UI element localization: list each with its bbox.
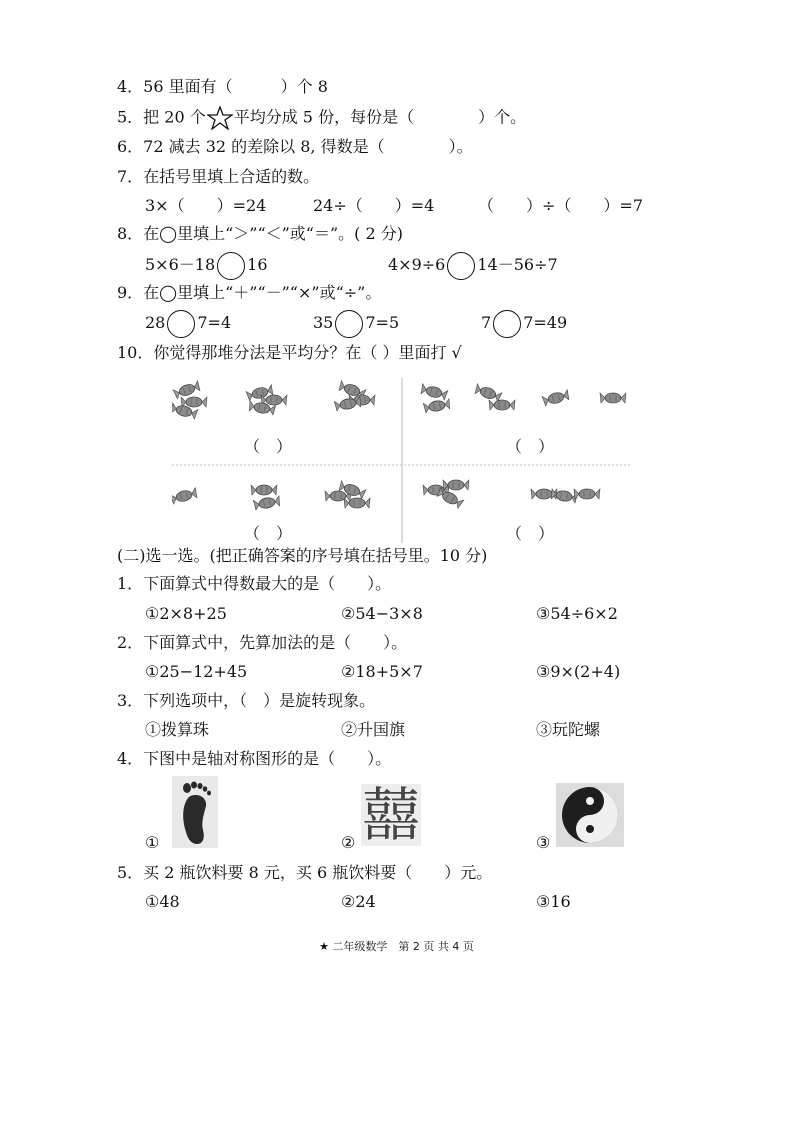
choice-2-option-b: ②18+5×7 xyxy=(341,662,423,681)
question-8-b-right: 14－56÷7 xyxy=(477,255,558,274)
candy-group xyxy=(423,480,469,509)
question-6: 6．72 减去 32 的差除以 8, 得数是（ ）。 xyxy=(117,137,473,156)
candy-group xyxy=(172,488,198,504)
candy-group xyxy=(531,489,600,503)
section-2-heading: (二)选一选。(把正确答案的序号填在括号里。10 分) xyxy=(117,546,488,565)
answer-paren[interactable]: （ ） xyxy=(244,524,293,543)
footprint-icon xyxy=(172,776,218,848)
answer-circle[interactable] xyxy=(217,252,245,280)
page-footer: ★ 二年级数学 第 2 页 共 4 页 xyxy=(319,940,474,953)
question-9-b-left: 35 xyxy=(313,313,334,332)
question-8-item-b xyxy=(388,250,558,280)
choice-3-option-a: ①拨算珠 xyxy=(145,720,210,739)
choice-question-4: 4．下图中是轴对称图形的是（ ）。 xyxy=(117,749,392,768)
answer-paren[interactable]: （ ） xyxy=(506,524,555,543)
choice-2-option-a: ①25−12+45 xyxy=(145,662,248,681)
question-9: 9．在◯里填上“＋”“－”“×”或“÷”。 xyxy=(117,283,382,302)
choice-2-option-c: ③9×(2+4) xyxy=(536,662,621,681)
question-7-item-c: （ ）÷（ ）=7 xyxy=(478,196,643,215)
question-7: 7．在括号里填上合适的数。 xyxy=(117,167,320,186)
question-9-item-c xyxy=(481,308,567,338)
candy-group xyxy=(474,384,515,410)
candy-group xyxy=(172,381,207,419)
choice-5-option-b: ②24 xyxy=(341,892,376,911)
candy-group xyxy=(600,393,626,403)
question-9-c-left: 7 xyxy=(481,313,492,332)
question-5 xyxy=(117,106,526,130)
question-5-part2: 平均分成 5 份，每份是（ ）个。 xyxy=(233,107,527,127)
answer-paren[interactable]: （ ） xyxy=(506,437,555,456)
question-9-item-a xyxy=(145,308,231,338)
question-7-item-b: 24÷（ ）=4 xyxy=(313,196,435,215)
question-9-a-right: 7=4 xyxy=(197,313,232,332)
choice-3-option-b: ②升国旗 xyxy=(341,720,406,739)
question-8-item-a xyxy=(145,250,268,280)
choice-question-1: 1．下面算式中得数最大的是（ ）。 xyxy=(117,574,392,593)
question-9-c-right: 7=49 xyxy=(523,313,568,332)
question-9-a-left: 28 xyxy=(145,313,166,332)
candy-group xyxy=(246,385,287,415)
choice-5-option-a: ①48 xyxy=(145,892,180,911)
choice-1-option-c: ③54÷6×2 xyxy=(536,604,618,623)
double-happiness-icon xyxy=(361,781,421,849)
candy-group xyxy=(251,485,281,510)
question-9-item-b xyxy=(313,308,399,338)
star-icon xyxy=(207,106,233,130)
answer-paren[interactable]: （ ） xyxy=(244,437,293,456)
double-happiness-glyph: 囍 xyxy=(361,781,420,849)
choice-4-option-b: ② xyxy=(341,833,356,852)
choice-4-option-a: ① xyxy=(145,833,160,852)
choice-4-option-c: ③ xyxy=(536,833,551,852)
question-4: 4．56 里面有（ ）个 8 xyxy=(117,77,328,96)
choice-1-option-b: ②54−3×8 xyxy=(341,604,423,623)
choice-5-option-c: ③16 xyxy=(536,892,571,911)
answer-circle[interactable] xyxy=(167,310,195,338)
choice-question-5: 5．买 2 瓶饮料要 8 元，买 6 瓶饮料要（ ）元。 xyxy=(117,863,493,882)
candy-group xyxy=(542,390,570,406)
answer-circle[interactable] xyxy=(493,310,521,338)
answer-circle[interactable] xyxy=(447,252,475,280)
candy-group xyxy=(334,381,375,411)
candy-groups-image xyxy=(172,378,632,543)
choice-1-option-a: ①2×8+25 xyxy=(145,604,227,623)
choice-question-2: 2．下面算式中，先算加法的是（ ）。 xyxy=(117,633,408,652)
yin-yang-icon xyxy=(556,783,624,847)
question-9-b-right: 7=5 xyxy=(365,313,400,332)
question-8-b-left: 4×9÷6 xyxy=(388,255,446,274)
candy-group xyxy=(420,384,451,413)
question-7-item-a: 3×（ ）=24 xyxy=(145,196,267,215)
question-8-a-left: 5×6－18 xyxy=(145,255,216,274)
question-8-a-right: 16 xyxy=(247,255,268,274)
candy-group xyxy=(325,481,370,508)
question-5-part1: 5．把 20 个 xyxy=(117,107,206,127)
question-8: 8．在◯里填上“＞”“＜”或“＝”。( 2 分) xyxy=(117,224,404,243)
question-10: 10．你觉得那堆分法是平均分？在（ ）里面打 √ xyxy=(117,343,462,362)
answer-circle[interactable] xyxy=(335,310,363,338)
choice-question-3: 3．下列选项中，（ ）是旋转现象。 xyxy=(117,691,376,710)
choice-3-option-c: ③玩陀螺 xyxy=(536,720,601,739)
